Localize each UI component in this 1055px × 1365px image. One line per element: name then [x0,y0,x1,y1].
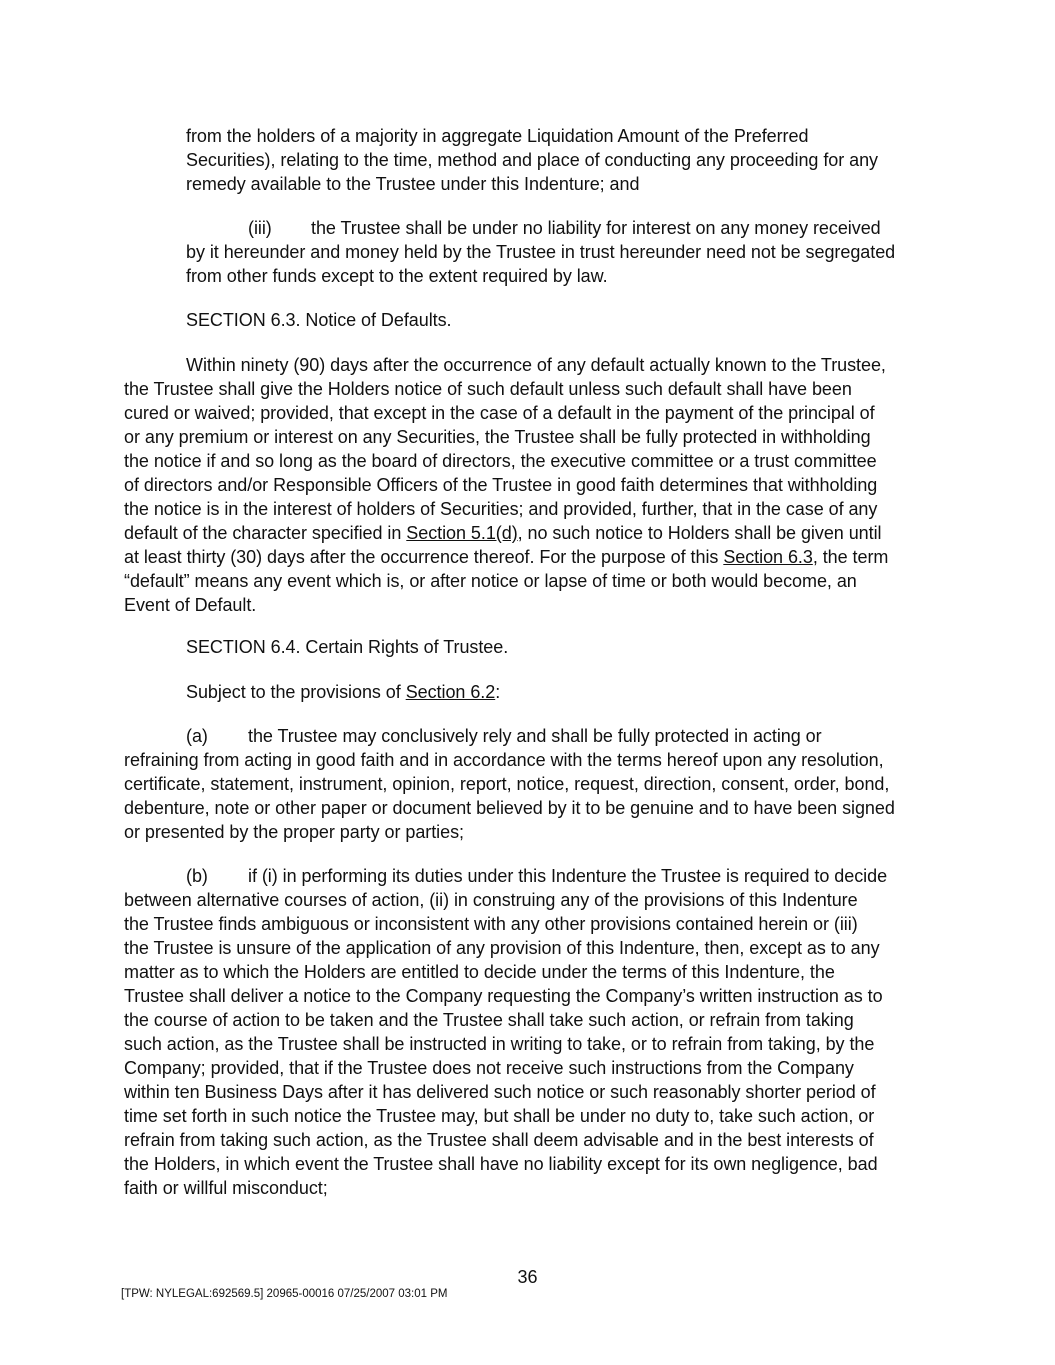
item-first-line: if (i) in performing its duties under this Indenture the Trustee is required to decide [248,866,888,886]
item-label: (iii) [248,218,272,238]
section-6-3-paragraph [124,353,888,617]
text-line: time set forth in such notice the Trustee may, but shall be under no duty to, take such action, or [124,1106,875,1126]
item-first-line: the Trustee may conclusively rely and shall be fully protected in acting or [248,726,822,746]
section-6-4-heading: SECTION 6.4. Certain Rights of Trustee. [186,637,509,657]
text-line: from the holders of a majority in aggregate Liquidation Amount of the Preferred [186,126,809,146]
text-line: default of the character specified in Section 5.1(d), no such notice to Holders shall be given until [124,523,882,543]
item-label: (a) [186,726,208,746]
item-label: (b) [186,866,208,886]
document-footer: [TPW: NYLEGAL:692569.5] 20965-00016 07/25/2007 03:01 PM [121,1288,448,1300]
section-5-1-d-link[interactable]: Section 5.1(d) [406,523,518,543]
text-line: between alternative courses of action, (ii) in construing any of the provisions of this Indenture [124,890,858,910]
text-line: the Trustee finds ambiguous or inconsistent with any other provisions contained herein or (iii) [124,914,858,934]
text-line: the Trustee is unsure of the application of any provision of this Indenture, then, except as to any [124,938,880,958]
text-line: at least thirty (30) days after the occurrence thereof. For the purpose of this Section 6.3, the term [124,547,889,567]
text-line [186,216,895,240]
section-heading [186,635,508,659]
text-line: within ten Business Days after it has delivered such notice or such reasonably shorter period of [124,1082,876,1102]
text-line: from other funds except to the extent required by law. [186,266,608,286]
text-line: “default” means any event which is, or after notice or lapse of time or both would become, an [124,571,857,591]
section-6-2-link[interactable]: Section 6.2 [405,682,496,702]
text-line: Trustee shall deliver a notice to the Company requesting the Company’s written instruction as to [124,986,883,1006]
text-line: the notice is in the interest of holders of Securities; and provided, further, that in the case of any [124,499,878,519]
text-line: the Trustee shall give the Holders notice of such default unless such default shall have been [124,379,852,399]
text-line: debenture, note or other paper or document believed by it to be genuine and to have been signed [124,798,895,818]
item-first-line: the Trustee shall be under no liability for interest on any money received [311,218,881,238]
text-line: the notice if and so long as the board of directors, the executive committee or a trust committee [124,451,877,471]
text-line: remedy available to the Trustee under this Indenture; and [186,174,640,194]
item-iii-paragraph [186,216,895,288]
text-line: Subject to the provisions of Section 6.2: [186,682,501,702]
text-line: Company; provided, that if the Trustee does not receive such instructions from the Company [124,1058,854,1078]
text-line: of directors and/or Responsible Officers of the Trustee in good faith determines that withholding [124,475,878,495]
text-line: Event of Default. [124,595,257,615]
text-line: or presented by the proper party or parties; [124,822,464,842]
item-b-paragraph [124,864,887,1200]
subject-to-paragraph [186,680,500,704]
section-heading [186,308,452,332]
continuation-paragraph [186,124,878,196]
text-line: cured or waived; provided, that except in the case of a default in the payment of the principal of [124,403,875,423]
text-line: by it hereunder and money held by the Trustee in trust hereunder need not be segregated [186,242,896,262]
text-line: refrain from taking such action, as the Trustee shall deem advisable and in the best interests of [124,1130,874,1150]
text-line: refraining from acting in good faith and in accordance with the terms hereof upon any resolution, [124,750,884,770]
text-line: certificate, statement, instrument, opinion, report, notice, request, direction, consent, order, bond, [124,774,890,794]
text-line: or any premium or interest on any Securities, the Trustee shall be fully protected in withholding [124,427,871,447]
text-line [124,864,887,888]
text-line: the course of action to be taken and the Trustee shall take such action, or refrain from taking [124,1010,854,1030]
page-number: 36 [517,1267,538,1287]
text-line: Securities), relating to the time, method and place of conducting any proceeding for any [186,150,879,170]
text-line: Within ninety (90) days after the occurrence of any default actually known to the Trustee, [186,355,886,375]
section-6-3-heading: SECTION 6.3. Notice of Defaults. [186,310,452,330]
section-6-3-link[interactable]: Section 6.3 [723,547,813,567]
item-a-paragraph [124,724,895,844]
text-line [124,724,895,748]
text-line: matter as to which the Holders are entitled to decide under the terms of this Indenture, the [124,962,835,982]
text-line: faith or willful misconduct; [124,1178,328,1198]
text-line: the Holders, in which event the Trustee shall have no liability except for its own negligence, bad [124,1154,878,1174]
text-line: such action, as the Trustee shall be instructed in writing to take, or to refrain from taking, by the [124,1034,875,1054]
